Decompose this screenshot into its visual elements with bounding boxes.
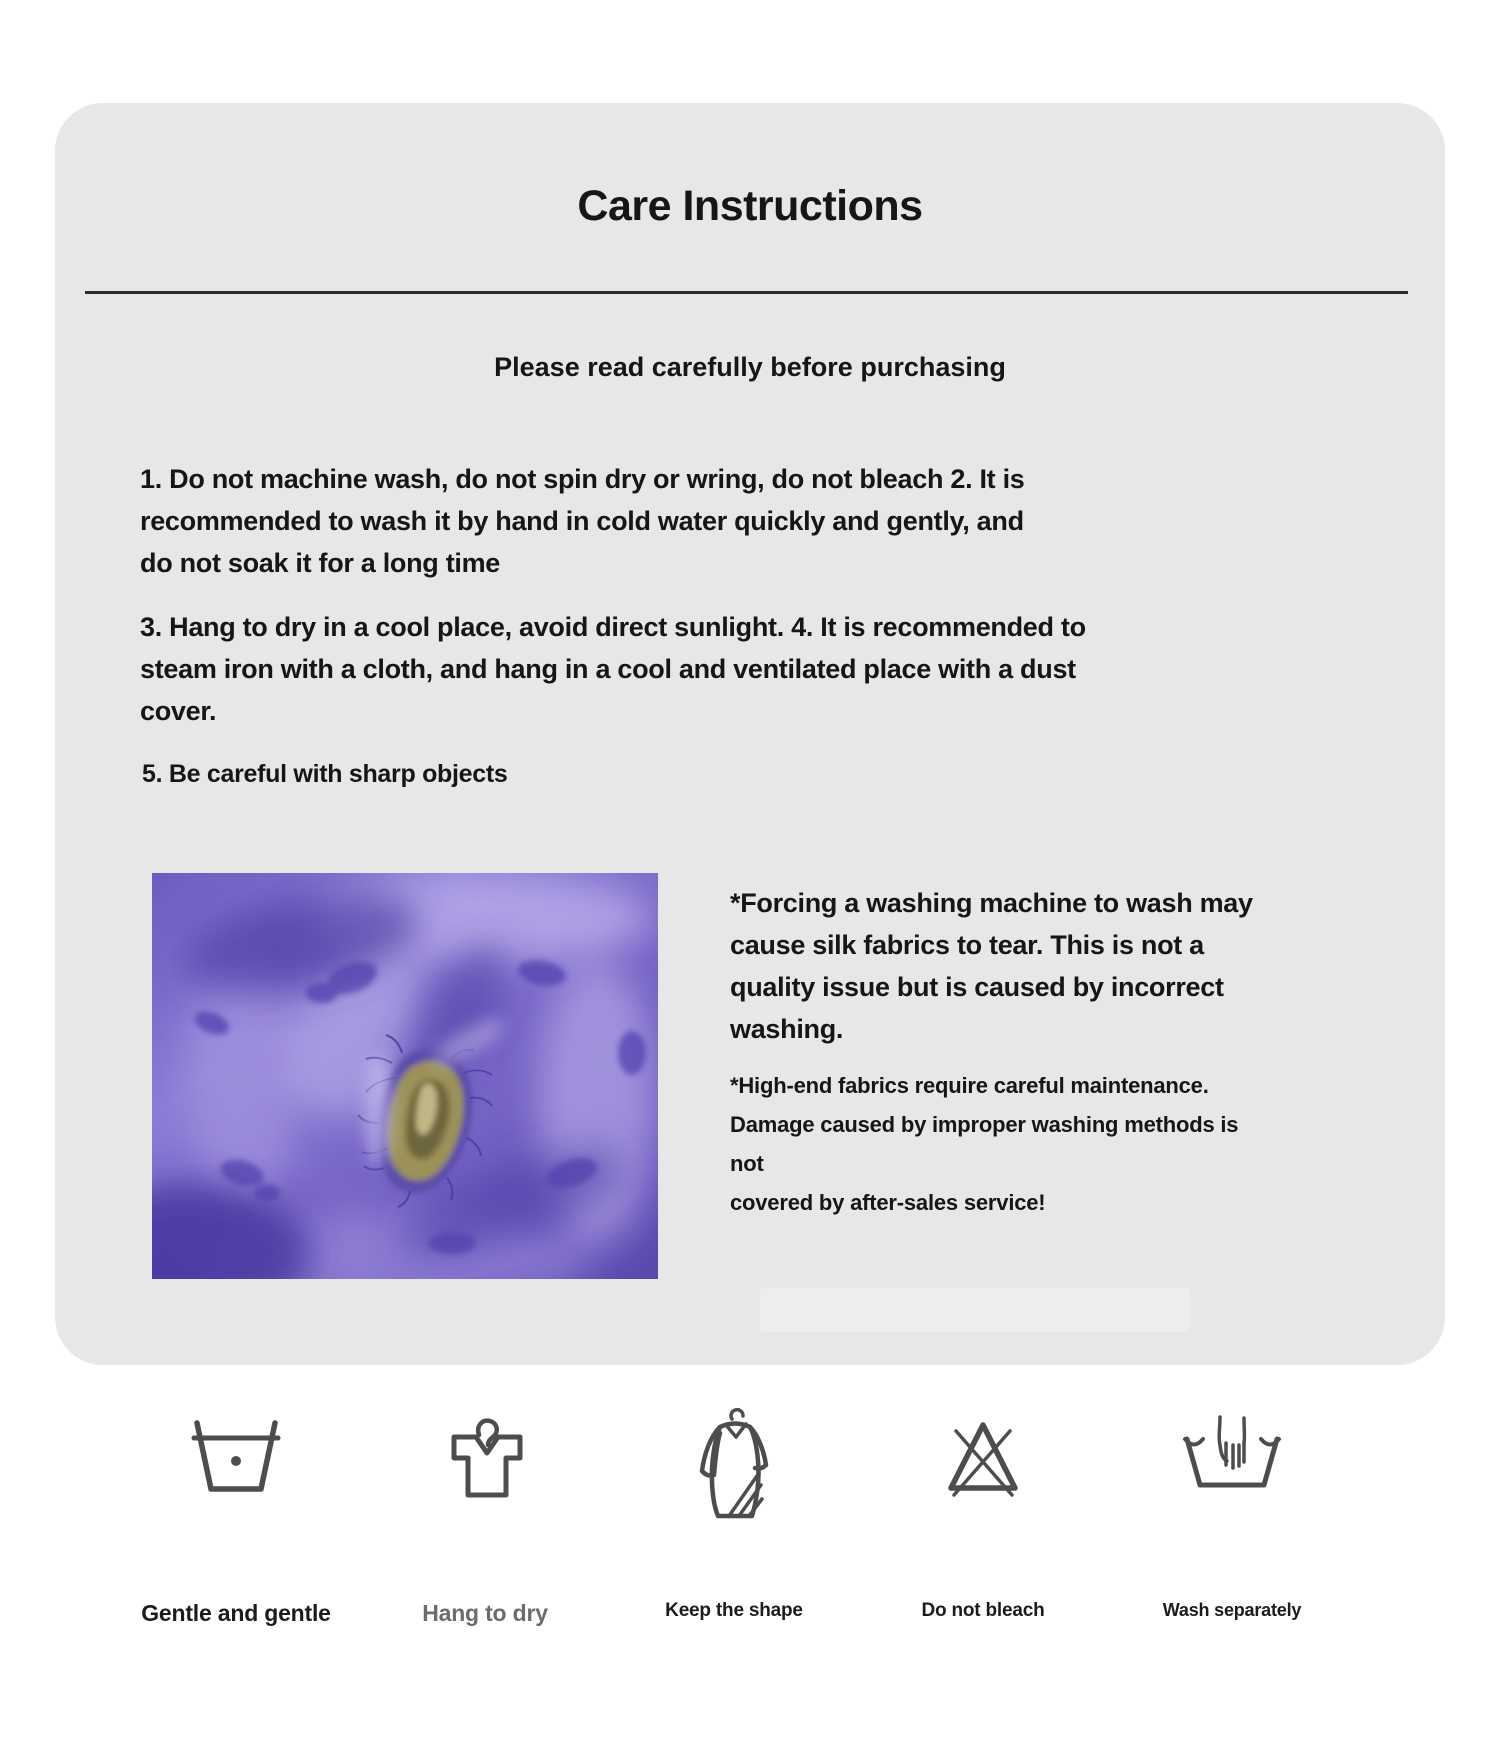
keep-shape-garment-icon — [679, 1405, 789, 1535]
care-symbol-hang-dry — [375, 1405, 595, 1626]
warning-primary: *Forcing a washing machine to wash may cause silk fabrics to tear. This is not a quality issue but is caused by incorrect washing. — [730, 888, 1253, 1044]
care-symbol-label: Keep the shape — [665, 1600, 803, 1621]
care-symbol-do-not-bleach — [873, 1405, 1093, 1621]
care-symbol-gentle-wash — [126, 1405, 346, 1626]
care-symbol-wash-separately — [1122, 1405, 1342, 1620]
highlight-strip — [760, 1288, 1190, 1332]
instruction-paragraph-2: 3. Hang to dry in a cool place, avoid direct sunlight. 4. It is recommended to steam iron with a cloth, and hang in a cool and ventilated place with a dust cover. — [140, 612, 1086, 726]
wash-separately-hand-icon — [1177, 1405, 1287, 1525]
care-symbol-label: Gentle and gentle — [141, 1600, 331, 1626]
instruction-paragraph-1: 1. Do not machine wash, do not spin dry or wring, do not bleach 2. It is recommended to wash it by hand in cold water quickly and gently, and do not soak it for a long time — [140, 464, 1025, 578]
hang-to-dry-shirt-icon — [430, 1405, 540, 1525]
torn-purple-silk-photo — [152, 873, 658, 1279]
gentle-wash-basin-icon — [181, 1405, 291, 1525]
subtitle: Please read carefully before purchasing — [494, 352, 1006, 382]
care-symbol-label: Do not bleach — [921, 1600, 1045, 1621]
warning-secondary: *High-end fabrics require careful maintenance. Damage caused by improper washing methods is not covered by after-sales service! — [730, 1073, 1239, 1215]
care-symbol-keep-shape — [624, 1405, 844, 1621]
care-symbol-label: Wash separately — [1162, 1600, 1302, 1620]
care-symbol-label: Hang to dry — [422, 1600, 548, 1626]
page-title: Care Instructions — [577, 182, 923, 230]
instruction-paragraph-3: 5. Be careful with sharp objects — [142, 760, 508, 788]
divider-line — [85, 291, 1408, 294]
do-not-bleach-icon — [928, 1405, 1038, 1525]
